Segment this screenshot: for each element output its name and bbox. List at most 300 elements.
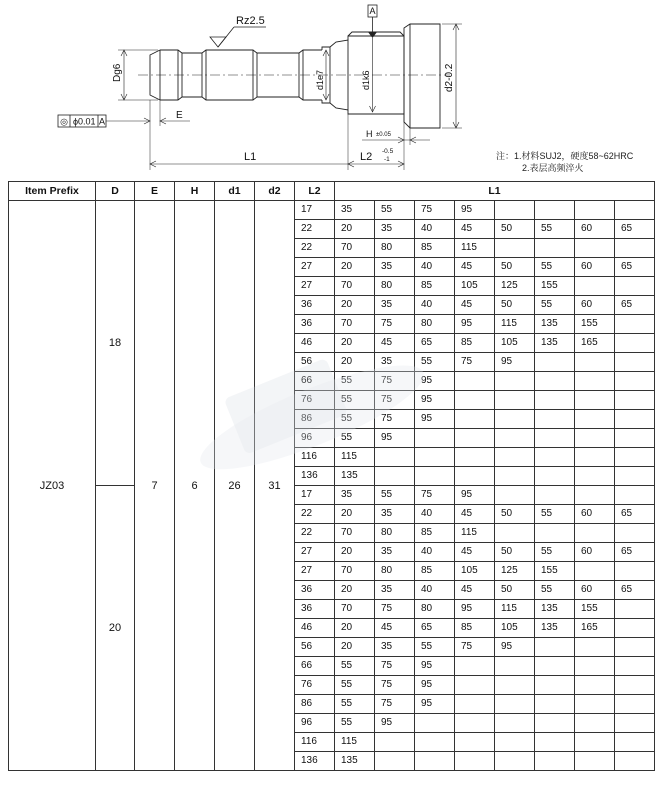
l1-cell bbox=[495, 467, 535, 486]
l1-cell: 115 bbox=[335, 448, 375, 467]
l1-cell bbox=[415, 429, 455, 448]
l1-cell: 55 bbox=[415, 638, 455, 657]
e-dimension-label: E bbox=[176, 110, 183, 121]
l2-cell: 96 bbox=[295, 429, 335, 448]
l1-cell bbox=[575, 429, 615, 448]
table-body bbox=[9, 201, 655, 771]
l1-cell: 70 bbox=[335, 562, 375, 581]
l2-cell: 22 bbox=[295, 239, 335, 258]
l1-cell bbox=[575, 353, 615, 372]
l1-cell: 55 bbox=[335, 676, 375, 695]
l1-cell bbox=[495, 201, 535, 220]
header-d: D bbox=[96, 182, 135, 201]
l1-cell bbox=[575, 486, 615, 505]
l1-cell: 20 bbox=[335, 505, 375, 524]
l1-cell bbox=[575, 752, 615, 771]
l1-cell: 45 bbox=[375, 619, 415, 638]
l1-cell: 40 bbox=[415, 258, 455, 277]
l1-cell: 65 bbox=[615, 220, 655, 239]
l1-cell bbox=[575, 372, 615, 391]
l1-cell: 65 bbox=[615, 505, 655, 524]
l1-cell bbox=[615, 391, 655, 410]
concentricity-icon: ◎ bbox=[60, 116, 68, 127]
l1-cell bbox=[535, 695, 575, 714]
l1-cell bbox=[455, 391, 495, 410]
l1-cell bbox=[615, 410, 655, 429]
l1-cell: 45 bbox=[375, 334, 415, 353]
l1-cell: 55 bbox=[335, 372, 375, 391]
table-header-row bbox=[9, 182, 655, 201]
header-item-prefix: Item Prefix bbox=[9, 182, 96, 201]
l1-cell: 75 bbox=[415, 486, 455, 505]
l1-cell bbox=[375, 752, 415, 771]
l1-cell: 35 bbox=[335, 486, 375, 505]
l2-cell: 27 bbox=[295, 258, 335, 277]
l1-cell bbox=[575, 695, 615, 714]
material-notes bbox=[496, 150, 633, 174]
l1-cell bbox=[495, 410, 535, 429]
header-d2: d2 bbox=[255, 182, 295, 201]
roughness-label: Rz2.5 bbox=[236, 15, 265, 27]
l1-cell bbox=[535, 429, 575, 448]
l1-cell: 35 bbox=[375, 638, 415, 657]
l1-cell bbox=[455, 676, 495, 695]
l1-cell: 40 bbox=[415, 505, 455, 524]
l1-cell: 135 bbox=[535, 315, 575, 334]
l1-cell: 20 bbox=[335, 581, 375, 600]
l2-cell: 17 bbox=[295, 201, 335, 220]
l1-cell: 85 bbox=[455, 334, 495, 353]
l1-cell bbox=[455, 429, 495, 448]
l1-cell: 70 bbox=[335, 277, 375, 296]
l1-cell: 20 bbox=[335, 334, 375, 353]
l1-cell bbox=[375, 733, 415, 752]
h-tolerance: ±0.05 bbox=[376, 132, 391, 138]
l1-cell: 50 bbox=[495, 505, 535, 524]
l1-cell bbox=[535, 448, 575, 467]
l2-cell: 27 bbox=[295, 277, 335, 296]
l1-cell: 35 bbox=[335, 201, 375, 220]
l1-cell: 75 bbox=[375, 315, 415, 334]
l1-cell: 55 bbox=[335, 391, 375, 410]
l1-cell: 70 bbox=[335, 315, 375, 334]
l1-cell: 155 bbox=[535, 562, 575, 581]
l1-cell bbox=[375, 448, 415, 467]
l1-cell bbox=[495, 752, 535, 771]
l1-cell: 65 bbox=[615, 581, 655, 600]
l1-cell bbox=[615, 467, 655, 486]
l1-cell: 85 bbox=[415, 524, 455, 543]
l1-cell bbox=[575, 676, 615, 695]
l1-cell: 20 bbox=[335, 220, 375, 239]
l2-cell: 136 bbox=[295, 467, 335, 486]
l1-cell: 85 bbox=[415, 562, 455, 581]
l1-cell bbox=[615, 315, 655, 334]
l1-cell bbox=[615, 334, 655, 353]
l1-cell: 135 bbox=[335, 752, 375, 771]
h-cell: 6 bbox=[175, 201, 215, 771]
l1-cell: 165 bbox=[575, 334, 615, 353]
l1-cell: 40 bbox=[415, 543, 455, 562]
l1-cell bbox=[495, 239, 535, 258]
l1-cell: 20 bbox=[335, 353, 375, 372]
item-prefix-cell: JZ03 bbox=[9, 201, 96, 771]
l1-cell: 55 bbox=[535, 581, 575, 600]
l1-cell: 45 bbox=[455, 581, 495, 600]
l1-cell: 40 bbox=[415, 220, 455, 239]
l1-cell: 125 bbox=[495, 562, 535, 581]
note-line-2: 2.表层高频淬火 bbox=[522, 163, 584, 173]
l1-cell: 55 bbox=[335, 657, 375, 676]
l2-cell: 116 bbox=[295, 733, 335, 752]
l2-dimension-label: L2 bbox=[360, 151, 373, 163]
l2-cell: 116 bbox=[295, 448, 335, 467]
l1-cell bbox=[575, 410, 615, 429]
d-cell: 18 bbox=[96, 201, 135, 486]
l2-cell: 56 bbox=[295, 638, 335, 657]
l1-cell: 135 bbox=[535, 619, 575, 638]
l1-cell bbox=[415, 752, 455, 771]
l1-cell: 55 bbox=[535, 505, 575, 524]
l1-cell: 60 bbox=[575, 505, 615, 524]
e-cell: 7 bbox=[135, 201, 175, 771]
l1-cell: 95 bbox=[415, 410, 455, 429]
l1-cell: 65 bbox=[415, 334, 455, 353]
l1-cell bbox=[455, 657, 495, 676]
l1-cell: 20 bbox=[335, 638, 375, 657]
l1-cell bbox=[375, 467, 415, 486]
l1-cell bbox=[575, 239, 615, 258]
l1-cell: 20 bbox=[335, 296, 375, 315]
l2-cell: 136 bbox=[295, 752, 335, 771]
l1-cell: 60 bbox=[575, 581, 615, 600]
l1-cell: 95 bbox=[455, 201, 495, 220]
l1-cell: 115 bbox=[455, 524, 495, 543]
l1-cell bbox=[495, 714, 535, 733]
l1-cell: 20 bbox=[335, 543, 375, 562]
l1-cell: 65 bbox=[615, 543, 655, 562]
l1-cell bbox=[495, 524, 535, 543]
header-e: E bbox=[135, 182, 175, 201]
l1-cell: 85 bbox=[415, 239, 455, 258]
l1-cell bbox=[535, 391, 575, 410]
l1-cell: 60 bbox=[575, 543, 615, 562]
l1-cell: 135 bbox=[335, 467, 375, 486]
l1-cell: 65 bbox=[615, 258, 655, 277]
l1-cell: 125 bbox=[495, 277, 535, 296]
l1-cell: 55 bbox=[335, 429, 375, 448]
l1-cell: 105 bbox=[495, 619, 535, 638]
l1-cell: 50 bbox=[495, 543, 535, 562]
l1-cell bbox=[495, 733, 535, 752]
l1-cell: 70 bbox=[335, 600, 375, 619]
header-l2: L2 bbox=[295, 182, 335, 201]
l1-cell bbox=[615, 733, 655, 752]
l1-cell bbox=[615, 277, 655, 296]
l1-cell: 45 bbox=[455, 258, 495, 277]
l1-cell bbox=[495, 391, 535, 410]
l1-cell: 60 bbox=[575, 220, 615, 239]
l1-cell bbox=[615, 676, 655, 695]
l2-cell: 76 bbox=[295, 391, 335, 410]
l1-cell: 75 bbox=[375, 372, 415, 391]
l2-cell: 22 bbox=[295, 505, 335, 524]
l1-cell: 75 bbox=[375, 391, 415, 410]
l1-cell: 20 bbox=[335, 619, 375, 638]
l2-tolerance-upper: -0.5 bbox=[382, 148, 394, 155]
l1-cell: 105 bbox=[455, 277, 495, 296]
l1-cell bbox=[415, 467, 455, 486]
l1-cell bbox=[615, 201, 655, 220]
l1-dimension-label: L1 bbox=[244, 151, 257, 163]
l1-cell bbox=[575, 448, 615, 467]
l1-cell: 105 bbox=[495, 334, 535, 353]
l1-cell: 55 bbox=[535, 220, 575, 239]
l1-cell bbox=[495, 448, 535, 467]
roughness-symbol bbox=[210, 27, 266, 47]
l1-cell: 55 bbox=[535, 258, 575, 277]
l1-cell: 155 bbox=[575, 600, 615, 619]
l1-cell: 35 bbox=[375, 505, 415, 524]
l1-cell: 55 bbox=[415, 353, 455, 372]
l1-cell bbox=[535, 467, 575, 486]
l2-cell: 86 bbox=[295, 410, 335, 429]
l1-cell bbox=[455, 733, 495, 752]
l1-cell: 75 bbox=[375, 695, 415, 714]
l1-cell: 45 bbox=[455, 220, 495, 239]
l1-cell: 55 bbox=[375, 201, 415, 220]
l1-cell bbox=[575, 391, 615, 410]
l1-cell: 55 bbox=[335, 410, 375, 429]
l1-cell bbox=[575, 638, 615, 657]
l1-cell: 165 bbox=[575, 619, 615, 638]
l1-cell: 50 bbox=[495, 258, 535, 277]
l1-cell: 135 bbox=[535, 600, 575, 619]
l1-cell bbox=[575, 657, 615, 676]
l1-cell bbox=[615, 524, 655, 543]
table-row bbox=[9, 201, 655, 220]
l1-cell: 65 bbox=[615, 296, 655, 315]
tolerance-value: ϕ0.01 bbox=[73, 116, 96, 127]
l1-cell bbox=[415, 714, 455, 733]
l1-cell bbox=[535, 657, 575, 676]
l1-cell: 75 bbox=[375, 657, 415, 676]
l1-cell: 75 bbox=[415, 201, 455, 220]
l1-cell: 115 bbox=[335, 733, 375, 752]
l1-cell bbox=[575, 714, 615, 733]
l2-cell: 66 bbox=[295, 372, 335, 391]
note-line-1: 注：1.材料SUJ2，硬度58~62HRC bbox=[496, 151, 634, 161]
l2-tolerance-lower: -1 bbox=[384, 156, 390, 163]
l1-cell bbox=[615, 562, 655, 581]
l1-cell: 95 bbox=[495, 638, 535, 657]
l2-cell: 36 bbox=[295, 296, 335, 315]
d1-k6-label: d1k6 bbox=[361, 70, 371, 90]
l1-cell: 95 bbox=[415, 372, 455, 391]
d-dimension-label: Dg6 bbox=[112, 63, 123, 82]
l1-cell bbox=[455, 752, 495, 771]
l1-cell bbox=[615, 353, 655, 372]
l1-cell: 95 bbox=[455, 486, 495, 505]
l1-cell: 60 bbox=[575, 296, 615, 315]
l1-cell bbox=[535, 638, 575, 657]
datum-label: A bbox=[369, 6, 376, 16]
l1-cell: 50 bbox=[495, 296, 535, 315]
l1-cell: 75 bbox=[375, 600, 415, 619]
l1-cell: 135 bbox=[535, 334, 575, 353]
l1-cell: 35 bbox=[375, 581, 415, 600]
table-row bbox=[9, 486, 655, 505]
l1-cell: 50 bbox=[495, 220, 535, 239]
l2-cell: 27 bbox=[295, 543, 335, 562]
l2-cell: 22 bbox=[295, 220, 335, 239]
l1-cell bbox=[615, 486, 655, 505]
l1-cell bbox=[615, 239, 655, 258]
l2-cell: 66 bbox=[295, 657, 335, 676]
l1-cell: 95 bbox=[415, 695, 455, 714]
l1-cell bbox=[615, 372, 655, 391]
l1-cell bbox=[495, 695, 535, 714]
l1-cell: 35 bbox=[375, 353, 415, 372]
l1-cell: 45 bbox=[455, 505, 495, 524]
l1-cell bbox=[455, 410, 495, 429]
l1-cell: 85 bbox=[455, 619, 495, 638]
l1-cell bbox=[495, 676, 535, 695]
l1-cell bbox=[455, 448, 495, 467]
l1-cell bbox=[535, 752, 575, 771]
l1-cell: 70 bbox=[335, 524, 375, 543]
l1-cell: 75 bbox=[455, 353, 495, 372]
l1-cell bbox=[615, 638, 655, 657]
d2-dimension-label: d2-0.2 bbox=[444, 63, 455, 92]
l1-cell bbox=[455, 372, 495, 391]
l1-cell: 155 bbox=[535, 277, 575, 296]
l1-cell bbox=[415, 733, 455, 752]
l1-cell bbox=[615, 752, 655, 771]
l1-cell bbox=[615, 714, 655, 733]
tolerance-datum: A bbox=[98, 116, 106, 127]
l1-cell: 95 bbox=[495, 353, 535, 372]
l2-cell: 36 bbox=[295, 315, 335, 334]
l1-cell: 60 bbox=[575, 258, 615, 277]
l1-cell bbox=[575, 201, 615, 220]
l1-cell: 35 bbox=[375, 296, 415, 315]
l1-cell bbox=[535, 372, 575, 391]
l1-cell: 115 bbox=[455, 239, 495, 258]
l1-cell bbox=[615, 600, 655, 619]
l1-cell: 95 bbox=[455, 600, 495, 619]
l1-cell bbox=[535, 353, 575, 372]
l1-cell bbox=[495, 429, 535, 448]
l1-cell bbox=[615, 619, 655, 638]
l1-cell bbox=[535, 733, 575, 752]
d1-cell: 26 bbox=[215, 201, 255, 771]
l1-cell: 80 bbox=[375, 562, 415, 581]
l1-cell: 55 bbox=[535, 296, 575, 315]
d-cell: 20 bbox=[96, 486, 135, 771]
l1-cell: 55 bbox=[535, 543, 575, 562]
l1-cell: 50 bbox=[495, 581, 535, 600]
l1-cell: 55 bbox=[375, 486, 415, 505]
l1-cell bbox=[535, 239, 575, 258]
l1-cell bbox=[575, 562, 615, 581]
l2-cell: 56 bbox=[295, 353, 335, 372]
l1-cell bbox=[535, 714, 575, 733]
l1-cell bbox=[575, 524, 615, 543]
l1-cell bbox=[495, 657, 535, 676]
l1-cell bbox=[615, 657, 655, 676]
header-l1: L1 bbox=[335, 182, 655, 201]
l1-cell: 35 bbox=[375, 220, 415, 239]
l1-cell: 80 bbox=[415, 315, 455, 334]
l1-cell bbox=[575, 733, 615, 752]
l1-cell: 35 bbox=[375, 543, 415, 562]
l1-cell: 70 bbox=[335, 239, 375, 258]
l1-cell: 45 bbox=[455, 296, 495, 315]
l1-cell bbox=[495, 372, 535, 391]
l1-cell: 45 bbox=[455, 543, 495, 562]
l1-cell: 85 bbox=[415, 277, 455, 296]
l1-cell bbox=[535, 486, 575, 505]
l1-cell bbox=[615, 429, 655, 448]
l1-cell: 20 bbox=[335, 258, 375, 277]
l1-cell: 95 bbox=[415, 657, 455, 676]
l1-cell bbox=[615, 448, 655, 467]
l1-cell bbox=[575, 467, 615, 486]
l1-cell: 55 bbox=[335, 695, 375, 714]
l1-cell: 95 bbox=[415, 391, 455, 410]
l1-cell bbox=[455, 467, 495, 486]
l1-cell bbox=[495, 486, 535, 505]
l1-cell: 95 bbox=[375, 429, 415, 448]
l1-cell: 95 bbox=[455, 315, 495, 334]
l2-cell: 46 bbox=[295, 619, 335, 638]
header-h: H bbox=[175, 182, 215, 201]
l1-cell bbox=[415, 448, 455, 467]
l1-cell bbox=[455, 695, 495, 714]
l1-cell: 75 bbox=[375, 410, 415, 429]
l1-cell: 35 bbox=[375, 258, 415, 277]
spec-table bbox=[8, 181, 655, 771]
l1-cell bbox=[575, 277, 615, 296]
l1-cell bbox=[455, 714, 495, 733]
l2-cell: 86 bbox=[295, 695, 335, 714]
l2-cell: 17 bbox=[295, 486, 335, 505]
l1-cell: 115 bbox=[495, 315, 535, 334]
l1-cell: 155 bbox=[575, 315, 615, 334]
l2-cell: 96 bbox=[295, 714, 335, 733]
l1-cell: 105 bbox=[455, 562, 495, 581]
l1-cell: 95 bbox=[415, 676, 455, 695]
l2-cell: 27 bbox=[295, 562, 335, 581]
l1-cell: 55 bbox=[335, 714, 375, 733]
l1-cell: 75 bbox=[455, 638, 495, 657]
l2-cell: 22 bbox=[295, 524, 335, 543]
d1-e7-label: d1e7 bbox=[315, 69, 325, 90]
l1-cell: 95 bbox=[375, 714, 415, 733]
l2-cell: 76 bbox=[295, 676, 335, 695]
l1-cell bbox=[535, 676, 575, 695]
l1-cell: 80 bbox=[375, 277, 415, 296]
l1-cell: 80 bbox=[375, 239, 415, 258]
l1-cell: 80 bbox=[375, 524, 415, 543]
l1-cell: 115 bbox=[495, 600, 535, 619]
l1-cell bbox=[535, 201, 575, 220]
l1-cell: 40 bbox=[415, 296, 455, 315]
l1-cell bbox=[615, 695, 655, 714]
l1-cell: 80 bbox=[415, 600, 455, 619]
l2-cell: 36 bbox=[295, 600, 335, 619]
